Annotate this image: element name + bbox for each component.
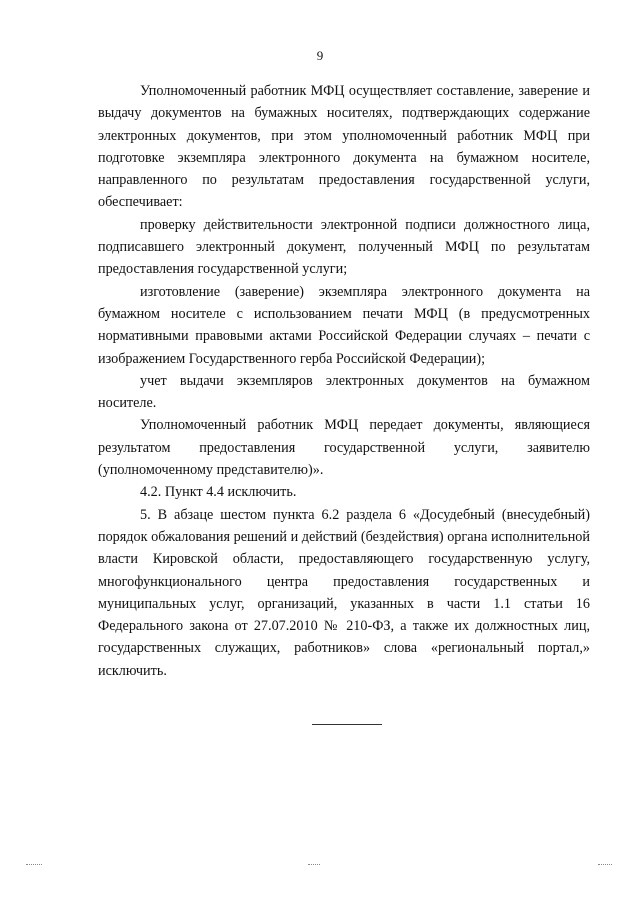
- paragraph-record-keeping: учет выдачи экземпляров электронных документов на бумажном носителе.: [98, 372, 590, 412]
- scan-edge-mark-right: [598, 864, 612, 865]
- paragraph-mfc-duties: Уполномоченный работник МФЦ осуществляет составление, заверение и выдачу документов на бумажных носителях, подтверждающих содержание электронных документов, при этом уполномоченный работник МФЦ при подготовке экземпляра электронного документа на бумажном носителе, направленного по результатам предоставления государственной услуги, обеспечивает:: [98, 83, 590, 211]
- document-body: [98, 80, 590, 682]
- paragraph-item-4-2: 4.2. Пункт 4.4 исключить.: [140, 484, 297, 501]
- paragraph-signature-check: проверку действительности электронной подписи должностного лица, подписавшего электронный документ, полученный МФЦ по результатам предоставления государственной услуги;: [98, 216, 590, 278]
- paragraph-document-transfer: Уполномоченный работник МФЦ передает документы, являющиеся результатом предоставления государственной услуги, заявителю (уполномоченному представителю)».: [98, 417, 590, 479]
- page-number: 9: [316, 48, 324, 63]
- end-divider-line: [312, 724, 382, 725]
- scan-edge-mark-left: [26, 864, 42, 865]
- paragraph-certification: изготовление (заверение) экземпляра электронного документа на бумажном носителе с использованием печати МФЦ (в предусмотренных нормативными правовыми актами Российской Федерации случаях – печати с изображением Государственного герба Российской Федерации);: [98, 283, 590, 367]
- scan-edge-mark-center: [308, 864, 320, 865]
- paragraph-item-5: 5. В абзаце шестом пункта 6.2 раздела 6 «Досудебный (внесудебный) порядок обжалования решений и действий (бездействия) органа исполнительной власти Кировской области, предоставляющего государственную услугу, многофункционального центра предоставления государственных и муниципальных услуг, организаций, указанных в части 1.1 статьи 16 Федерального закона от 27.07.2010 № 210-ФЗ, а также их должностных лиц, государственных служащих, работников» слова «региональный портал,» исключить.: [98, 506, 590, 679]
